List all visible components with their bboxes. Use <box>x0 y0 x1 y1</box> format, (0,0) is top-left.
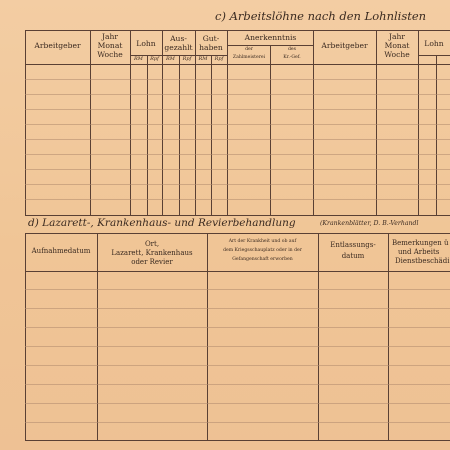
wages-row-line <box>25 139 450 140</box>
wages-row-line <box>25 154 450 155</box>
section-d-title-suffix: (Krankenblätter, D. B.-Verhandl <box>320 220 419 227</box>
col-woche-2: Woche <box>384 50 410 59</box>
section-d-title: d) Lazarett-, Krankenhaus- und Revierbehandlung <box>28 217 296 229</box>
hospital-row-line <box>25 346 450 347</box>
hospital-row-line <box>25 308 450 309</box>
ausgezahlt-rm: RM <box>166 56 175 62</box>
hospital-row-line <box>25 403 450 404</box>
col-art-2: dem Kriegsschauplatz oder in der <box>223 248 302 253</box>
wages-row-line <box>25 199 450 200</box>
section-c-title: c) Arbeitslöhne nach den Lohnlisten <box>215 9 427 23</box>
col-guthaben-1: Gut- <box>202 34 220 43</box>
col-der: der <box>245 47 253 52</box>
col-jahr: Jahr <box>101 32 119 41</box>
hospital-row-line <box>25 289 450 290</box>
lohn-rpf: Rpf <box>150 56 159 62</box>
wages-row-line <box>25 184 450 185</box>
col-anerkenntnis: Anerkenntnis <box>244 33 297 42</box>
col-art-1: Art der Krankheit und ob auf <box>228 239 297 244</box>
col-ort-2: Lazarett, Krankenhaus <box>111 249 193 257</box>
col-kr-gef: Kr.-Gef. <box>283 55 301 60</box>
wages-row-line <box>25 124 450 125</box>
col-bemerkungen-2: und Arbeits <box>398 248 440 256</box>
hospital-row-line <box>25 384 450 385</box>
col-zahlmeisterei: Zahlmeisterei <box>232 55 266 60</box>
col-monat-2: Monat <box>384 41 410 50</box>
col-bemerkungen-3: Dienstbeschädi <box>395 257 450 265</box>
col-bemerkungen-1: Bemerkungen ü <box>392 239 449 247</box>
lohn-rm: RM <box>134 56 143 62</box>
wages-row-line <box>25 94 450 95</box>
col-entlassung-2: datum <box>341 252 365 260</box>
col-ausgezahlt-1: Aus- <box>170 34 187 43</box>
col-art-3: Gefangenschaft erworben <box>232 257 293 262</box>
col-ausgezahlt-2: gezahlt <box>164 43 193 52</box>
col-entlassung-1: Entlassungs- <box>330 241 376 249</box>
col-arbeitgeber-2: Arbeitgeber <box>321 41 368 50</box>
col-lohn: Lohn <box>136 39 156 48</box>
col-arbeitgeber: Arbeitgeber <box>34 41 81 50</box>
col-monat: Monat <box>97 41 123 50</box>
col-aufnahmedatum: Aufnahmedatum <box>31 247 91 255</box>
col-woche: Woche <box>97 50 123 59</box>
col-lohn-2: Lohn <box>424 39 444 48</box>
wages-row-line <box>25 169 450 170</box>
guthaben-rpf: Rpf <box>214 56 224 62</box>
ausgezahlt-rpf: Rpf <box>182 56 192 62</box>
col-des: des <box>287 47 297 52</box>
guthaben-rm: RM <box>198 56 208 62</box>
col-ort-3: oder Revier <box>131 258 173 266</box>
col-jahr-2: Jahr <box>388 32 406 41</box>
hospital-row-line <box>25 327 450 328</box>
wages-row-line <box>25 109 450 110</box>
hospital-row-line <box>25 422 450 423</box>
wages-row-line <box>25 79 450 80</box>
hospital-row-line <box>25 365 450 366</box>
col-guthaben-2: haben <box>199 43 223 52</box>
col-ort-1: Ort, <box>144 240 160 248</box>
